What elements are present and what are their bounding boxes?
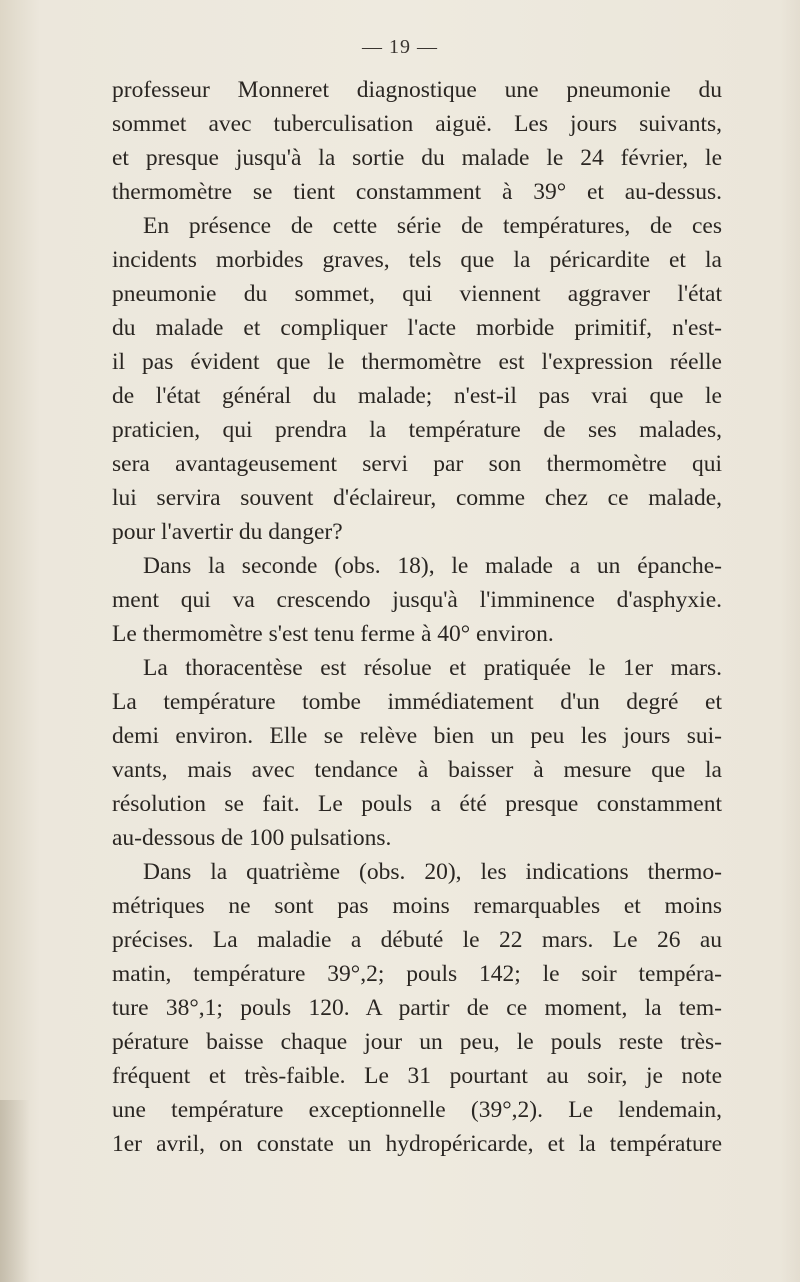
text-line: une température exceptionnelle (39°,2). Le lendemain, xyxy=(112,1097,722,1123)
text-line: La thoracentèse est résolue et pratiquée le 1er mars. xyxy=(143,655,722,681)
text-line: ment qui va crescendo jusqu'à l'imminence d'asphyxie. xyxy=(112,587,722,613)
body-text xyxy=(112,73,722,1161)
text-line: sommet avec tuberculisation aiguë. Les jours suivants, xyxy=(112,111,722,137)
text-line: La température tombe immédiatement d'un degré et xyxy=(112,689,722,715)
text-line: pneumonie du sommet, qui viennent aggraver l'état xyxy=(112,281,722,307)
text-line: métriques ne sont pas moins remarquables et moins xyxy=(112,893,722,919)
text-line: thermomètre se tient constamment à 39° et au-dessus. xyxy=(112,179,722,205)
text-line: fréquent et très-faible. Le 31 pourtant au soir, je note xyxy=(112,1063,722,1089)
text-line: ture 38°,1; pouls 120. A partir de ce moment, la tem- xyxy=(112,995,722,1021)
text-line: pour l'avertir du danger? xyxy=(112,519,343,545)
text-line: professeur Monneret diagnostique une pneumonie du xyxy=(112,77,722,103)
text-line: Dans la seconde (obs. 18), le malade a un épanche- xyxy=(143,553,722,579)
text-line: lui servira souvent d'éclaireur, comme chez ce malade, xyxy=(112,485,722,511)
text-line: demi environ. Elle se relève bien un peu les jours sui- xyxy=(112,723,722,749)
text-line: incidents morbides graves, tels que la péricardite et la xyxy=(112,247,722,273)
text-line: vants, mais avec tendance à baisser à mesure que la xyxy=(112,757,722,783)
text-line: du malade et compliquer l'acte morbide primitif, n'est- xyxy=(112,315,722,341)
text-line: sera avantageusement servi par son thermomètre qui xyxy=(112,451,722,477)
text-line: En présence de cette série de températures, de ces xyxy=(143,213,722,239)
text-line: 1er avril, on constate un hydropéricarde, et la température xyxy=(112,1131,722,1157)
text-line: matin, température 39°,2; pouls 142; le soir tempéra- xyxy=(112,961,722,987)
text-line: et presque jusqu'à la sortie du malade le 24 février, le xyxy=(112,145,722,171)
text-line: au-dessous de 100 pulsations. xyxy=(112,825,392,851)
text-line: il pas évident que le thermomètre est l'expression réelle xyxy=(112,349,722,375)
text-line: Dans la quatrième (obs. 20), les indications thermo- xyxy=(143,859,722,885)
text-line: praticien, qui prendra la température de ses malades, xyxy=(112,417,722,443)
text-line: résolution se fait. Le pouls a été presque constamment xyxy=(112,791,722,817)
binding-shadow xyxy=(0,1100,30,1282)
text-line: de l'état général du malade; n'est-il pas vrai que le xyxy=(112,383,722,409)
text-line: précises. La maladie a débuté le 22 mars. Le 26 au xyxy=(112,927,722,953)
text-line: pérature baisse chaque jour un peu, le pouls reste très- xyxy=(112,1029,722,1055)
text-line: Le thermomètre s'est tenu ferme à 40° environ. xyxy=(112,621,554,647)
page-number: — 19 — xyxy=(362,36,438,58)
